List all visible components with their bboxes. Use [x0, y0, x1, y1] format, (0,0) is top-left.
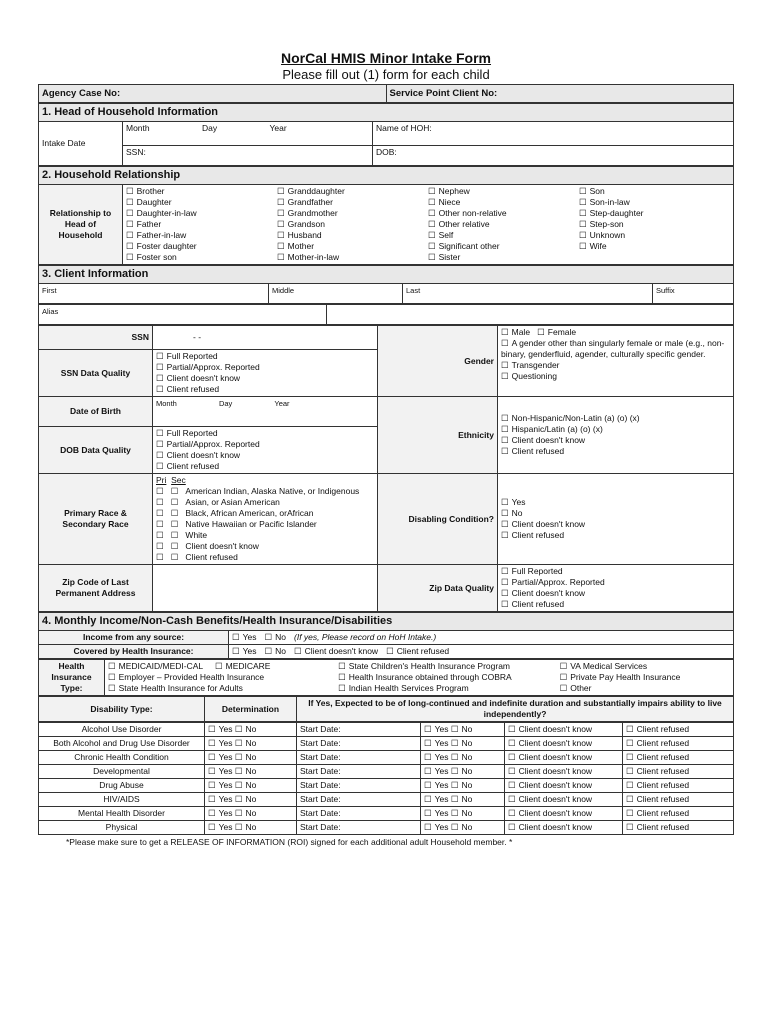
disability-row: [39, 765, 734, 779]
expected-dk: [505, 779, 623, 793]
form-subtitle: Please fill out (1) form for each child: [282, 67, 490, 82]
checkbox-option[interactable]: ☐ Client refused: [626, 752, 689, 762]
determination-options: [205, 793, 297, 807]
service-point-client-no[interactable]: Service Point Client No:: [386, 85, 734, 103]
health-col-1: [108, 661, 338, 694]
checkbox-option[interactable]: ☐ No: [451, 794, 473, 804]
checkbox-option[interactable]: ☐ Client doesn't know: [501, 588, 730, 599]
expected-dk: [505, 751, 623, 765]
checkbox-option[interactable]: ☐ Full Reported: [501, 566, 730, 577]
race-header: [156, 475, 374, 486]
race-label: Primary Race & Secondary Race: [39, 474, 153, 565]
checkbox-option[interactable]: ☐ Client doesn't know: [508, 822, 592, 832]
checkbox-option[interactable]: ☐ Yes: [208, 752, 233, 762]
checkbox-option[interactable]: ☐ Yes: [208, 766, 233, 776]
checkbox-option[interactable]: ☐ Step-son: [579, 219, 730, 230]
checkbox-option[interactable]: ☐ Private Pay Health Insurance: [560, 672, 730, 683]
expected-refused: [623, 765, 734, 779]
checkbox-option[interactable]: ☐ Yes: [208, 724, 233, 734]
first-name-field[interactable]: First: [39, 284, 269, 304]
checkbox-option[interactable]: ☐ Client refused: [501, 446, 730, 457]
checkbox-option[interactable]: ☐ No: [451, 724, 473, 734]
race-option[interactable]: ☐ ☐ American Indian, Alaska Native, or Indigenous: [156, 486, 360, 496]
checkbox-option[interactable]: ☐ VA Medical Services: [560, 661, 730, 672]
checkbox-option[interactable]: ☐ A gender other than singularly female or male (e.g., non-binary, genderfluid, agender, culturally specific gender.: [501, 338, 730, 360]
checkbox-option[interactable]: ☐ Mother: [277, 241, 428, 252]
start-date-field[interactable]: Start Date:: [297, 779, 421, 793]
checkbox-option[interactable]: ☐ Health Insurance obtained through COBRA: [338, 672, 560, 683]
expected-dk: [505, 737, 623, 751]
checkbox-option[interactable]: ☐ Client doesn't know: [508, 738, 592, 748]
disability-type: Chronic Health Condition: [39, 751, 205, 765]
checkbox-option[interactable]: ☐ Yes: [424, 724, 449, 734]
checkbox-option[interactable]: ☐ Client refused: [626, 794, 689, 804]
determination-header: Determination: [205, 697, 297, 722]
sec-label: Sec: [171, 475, 186, 485]
health-insurance-label: Health Insurance Type:: [39, 660, 105, 696]
checkbox-option[interactable]: ☐ No: [265, 646, 287, 656]
checkbox-option[interactable]: ☐ No: [235, 766, 257, 776]
checkbox-option[interactable]: ☐ Daughter-in-law: [126, 208, 277, 219]
determination-options: [205, 751, 297, 765]
expected-yes-no: [421, 751, 505, 765]
zip-quality-label: Zip Data Quality: [378, 565, 498, 612]
income-options: [229, 631, 734, 645]
determination-options: [205, 807, 297, 821]
checkbox-option[interactable]: ☐ Grandson: [277, 219, 428, 230]
expected-refused: [623, 723, 734, 737]
checkbox-option[interactable]: ☐ No: [235, 752, 257, 762]
expected-dk: [505, 765, 623, 779]
checkbox-option[interactable]: ☐ Male: [501, 327, 530, 337]
gender-label: Gender: [378, 326, 498, 397]
ssn-quality-options: [153, 350, 378, 397]
checkbox-option[interactable]: ☐ Sister: [428, 252, 579, 263]
checkbox-option[interactable]: ☐ Client doesn't know: [508, 752, 592, 762]
checkbox-option[interactable]: ☐ No: [265, 632, 287, 642]
race-option[interactable]: ☐ ☐ Asian, or Asian American: [156, 497, 280, 507]
day-label: Day: [202, 123, 218, 133]
checkbox-option[interactable]: ☐ No: [451, 808, 473, 818]
checkbox-option[interactable]: ☐ Husband: [277, 230, 428, 241]
checkbox-option[interactable]: ☐ MEDICAID/MEDI-CAL: [108, 661, 203, 671]
checkbox-option[interactable]: ☐ Hispanic/Latin (a) (o) (x): [501, 424, 730, 435]
checkbox-option[interactable]: ☐ Foster son: [126, 252, 277, 263]
disability-type-header: Disability Type:: [39, 697, 205, 722]
checkbox-option[interactable]: ☐ Client refused: [501, 530, 730, 541]
form-title: NorCal HMIS Minor Intake Form: [280, 50, 492, 66]
disability-type: Physical: [39, 821, 205, 835]
checkbox-option[interactable]: ☐ Yes: [208, 808, 233, 818]
determination-options: [205, 737, 297, 751]
race-option[interactable]: ☐ ☐ Client refused: [156, 552, 238, 562]
determination-options: [205, 723, 297, 737]
checkbox-option[interactable]: ☐ Son: [579, 186, 730, 197]
section-1-heading: 1. Head of Household Information: [39, 104, 734, 122]
checkbox-option[interactable]: ☐ Step-daughter: [579, 208, 730, 219]
race-option[interactable]: ☐ ☐ Native Hawaiian or Pacific Islander: [156, 519, 317, 529]
disability-row: [39, 779, 734, 793]
covered-options: [229, 645, 734, 659]
checkbox-option[interactable]: ☐ Client doesn't know: [501, 519, 730, 530]
expected-dk: [505, 793, 623, 807]
relationship-label: Relationship to Head of Household: [39, 185, 123, 265]
pri-label: Pri: [156, 475, 167, 485]
checkbox-option[interactable]: ☐ Client doesn't know: [508, 780, 592, 790]
disability-row: [39, 807, 734, 821]
checkbox-option[interactable]: ☐ Other: [560, 683, 730, 694]
expected-yes-no: [421, 779, 505, 793]
expected-dk: [505, 821, 623, 835]
checkbox-option[interactable]: ☐ Father-in-law: [126, 230, 277, 241]
checkbox-option[interactable]: ☐ Yes: [208, 738, 233, 748]
race-option[interactable]: ☐ ☐ Client doesn't know: [156, 541, 259, 551]
checkbox-option[interactable]: ☐ Significant other: [428, 241, 579, 252]
checkbox-option[interactable]: ☐ No: [451, 780, 473, 790]
expected-refused: [623, 779, 734, 793]
intake-date-label: Intake Date: [39, 122, 123, 166]
checkbox-option[interactable]: ☐ No: [235, 780, 257, 790]
checkbox-option[interactable]: ☐ Client refused: [156, 384, 374, 395]
dob-field[interactable]: [153, 397, 378, 427]
determination-options: [205, 821, 297, 835]
ssn-quality-label: SSN Data Quality: [39, 350, 153, 397]
checkbox-option[interactable]: ☐ State Children's Health Insurance Program: [338, 661, 560, 672]
checkbox-option[interactable]: ☐ Yes: [208, 780, 233, 790]
checkbox-option[interactable]: ☐ Yes: [424, 822, 449, 832]
checkbox-option[interactable]: ☐ Non-Hispanic/Non-Latin (a) (o) (x): [501, 413, 730, 424]
expected-yes-no: [421, 765, 505, 779]
determination-options: [205, 779, 297, 793]
checkbox-option[interactable]: ☐ Self: [428, 230, 579, 241]
checkbox-option[interactable]: ☐ Foster daughter: [126, 241, 277, 252]
checkbox-option[interactable]: ☐ Client doesn't know: [508, 794, 592, 804]
checkbox-option[interactable]: ☐ No: [501, 508, 730, 519]
section-1: [38, 103, 734, 166]
name-hoh-field[interactable]: Name of HOH:: [373, 122, 734, 146]
checkbox-option[interactable]: ☐ Client refused: [156, 461, 374, 472]
disabling-options: [498, 474, 734, 565]
checkbox-option[interactable]: ☐ MEDICARE: [215, 661, 271, 671]
checkbox-option[interactable]: ☐ Partial/Approx. Reported: [156, 362, 374, 373]
expected-refused: [623, 793, 734, 807]
section-3-heading: 3. Client Information: [39, 266, 734, 284]
gender-options: [498, 326, 734, 397]
zip-label: Zip Code of Last Permanent Address: [39, 565, 153, 612]
disability-type: Both Alcohol and Drug Use Disorder: [39, 737, 205, 751]
checkbox-option[interactable]: ☐ Daughter: [126, 197, 277, 208]
checkbox-option[interactable]: ☐ Yes: [208, 794, 233, 804]
checkbox-option[interactable]: ☐ Unknown: [579, 230, 730, 241]
relationship-col-2: [277, 186, 428, 263]
expected-yes-no: [421, 793, 505, 807]
expected-yes-no: [421, 723, 505, 737]
relationship-options: [123, 185, 734, 265]
checkbox-option[interactable]: ☐ No: [235, 738, 257, 748]
intake-date-field[interactable]: [123, 122, 373, 146]
checkbox-option[interactable]: ☐ Wife: [579, 241, 730, 252]
ethnicity-label: Ethnicity: [378, 397, 498, 474]
health-insurance-table: [38, 659, 734, 696]
section-2: [38, 166, 734, 265]
expected-yes-no: [421, 807, 505, 821]
checkbox-option[interactable]: ☐ Client doesn't know: [508, 808, 592, 818]
checkbox-option[interactable]: ☐ Client refused: [626, 766, 689, 776]
expected-header: If Yes, Expected to be of long-continued and indefinite duration and substantially impairs ability to live independently?: [297, 697, 734, 722]
checkbox-option[interactable]: ☐ Client refused: [626, 822, 689, 832]
checkbox-option[interactable]: ☐ Client doesn't know: [508, 766, 592, 776]
checkbox-option[interactable]: ☐ Transgender: [501, 360, 730, 371]
disability-row: [39, 821, 734, 835]
start-date-field[interactable]: Start Date:: [297, 737, 421, 751]
race-option[interactable]: ☐ ☐ Black, African American, orAfrican: [156, 508, 314, 518]
relationship-col-3: [428, 186, 579, 263]
form-table: [38, 84, 734, 103]
month-label: Month: [156, 399, 177, 408]
disability-rows: [38, 722, 734, 835]
alias-field[interactable]: Alias: [39, 305, 327, 325]
section-2-heading: 2. Household Relationship: [39, 167, 734, 185]
determination-options: [205, 765, 297, 779]
agency-case-no[interactable]: Agency Case No:: [39, 85, 387, 103]
disability-row: [39, 737, 734, 751]
checkbox-option[interactable]: ☐ Client refused: [386, 646, 449, 656]
hoh-dob-field[interactable]: DOB:: [373, 146, 734, 166]
checkbox-option[interactable]: ☐ Partial/Approx. Reported: [501, 577, 730, 588]
checkbox-option[interactable]: ☐ No: [451, 822, 473, 832]
checkbox-option[interactable]: ☐ Brother: [126, 186, 277, 197]
checkbox-option[interactable]: ☐ Indian Health Services Program: [338, 683, 560, 694]
checkbox-option[interactable]: ☐ No: [451, 752, 473, 762]
intake-form: [38, 50, 734, 847]
disability-type: HIV/AIDS: [39, 793, 205, 807]
checkbox-option[interactable]: ☐ Yes: [424, 738, 449, 748]
expected-refused: [623, 807, 734, 821]
disability-row: [39, 723, 734, 737]
covered-label: Covered by Health Insurance:: [39, 645, 229, 659]
income-note: (If yes, Please record on HoH Intake.): [294, 632, 437, 642]
checkbox-option[interactable]: ☐ Full Reported: [156, 428, 374, 439]
start-date-field[interactable]: Start Date:: [297, 723, 421, 737]
checkbox-option[interactable]: ☐ Client refused: [626, 738, 689, 748]
start-date-field[interactable]: Start Date:: [297, 765, 421, 779]
disability-type: Developmental: [39, 765, 205, 779]
checkbox-option[interactable]: ☐ Client doesn't know: [156, 450, 374, 461]
checkbox-option[interactable]: ☐ Full Reported: [156, 351, 374, 362]
health-col-3: [560, 661, 730, 694]
ssn-label: SSN: [39, 326, 153, 350]
disability-table: [38, 696, 734, 722]
last-name-field[interactable]: Last: [403, 284, 653, 304]
checkbox-option[interactable]: ☐ No: [235, 794, 257, 804]
roi-footer-note: *Please make sure to get a RELEASE OF INFORMATION (ROI) signed for each additional adult Household member. *: [66, 837, 513, 847]
alias-extra-field[interactable]: [327, 305, 734, 325]
checkbox-option[interactable]: ☐ No: [235, 808, 257, 818]
checkbox-option[interactable]: ☐ Yes: [232, 632, 257, 642]
hoh-ssn-field[interactable]: SSN:: [123, 146, 373, 166]
disability-type: Drug Abuse: [39, 779, 205, 793]
expected-dk: [505, 723, 623, 737]
year-label: Year: [274, 399, 290, 408]
income-label: Income from any source:: [39, 631, 229, 645]
checkbox-option[interactable]: ☐ Mother-in-law: [277, 252, 428, 263]
checkbox-option[interactable]: ☐ Yes: [424, 780, 449, 790]
expected-yes-no: [421, 737, 505, 751]
checkbox-option[interactable]: ☐ Client doesn't know: [508, 724, 592, 734]
checkbox-option[interactable]: ☐ Client refused: [626, 724, 689, 734]
checkbox-option[interactable]: ☐ Partial/Approx. Reported: [156, 439, 374, 450]
checkbox-option[interactable]: ☐ No: [235, 724, 257, 734]
ethnicity-options: [498, 397, 734, 474]
health-row-1: [108, 661, 338, 672]
checkbox-option[interactable]: ☐ Client doesn't know: [156, 373, 374, 384]
checkbox-option[interactable]: ☐ Client doesn't know: [294, 646, 378, 656]
checkbox-option[interactable]: ☐ Father: [126, 219, 277, 230]
checkbox-option[interactable]: ☐ Other relative: [428, 219, 579, 230]
relationship-col-4: [579, 186, 730, 263]
checkbox-option[interactable]: ☐ Other non-relative: [428, 208, 579, 219]
checkbox-option[interactable]: ☐ Employer – Provided Health Insurance: [108, 672, 338, 683]
dob-label: Date of Birth: [39, 397, 153, 427]
disability-type: Mental Health Disorder: [39, 807, 205, 821]
checkbox-option[interactable]: ☐ Son-in-law: [579, 197, 730, 208]
zip-field[interactable]: [153, 565, 378, 612]
section-3: [38, 265, 734, 304]
checkbox-option[interactable]: ☐ Yes: [424, 766, 449, 776]
relationship-col-1: [126, 186, 277, 263]
suffix-field[interactable]: Suffix: [653, 284, 734, 304]
checkbox-option[interactable]: ☐ Client refused: [501, 599, 730, 610]
disability-row: [39, 751, 734, 765]
checkbox-option[interactable]: ☐ State Health Insurance for Adults: [108, 683, 338, 694]
start-date-field[interactable]: Start Date:: [297, 793, 421, 807]
checkbox-option[interactable]: ☐ No: [451, 738, 473, 748]
section-4: [38, 612, 734, 659]
health-col-2: [338, 661, 560, 694]
checkbox-option[interactable]: ☐ Client doesn't know: [501, 435, 730, 446]
expected-yes-no: [421, 821, 505, 835]
checkbox-option[interactable]: ☐ Nephew: [428, 186, 579, 197]
month-label: Month: [126, 123, 150, 133]
dob-quality-label: DOB Data Quality: [39, 427, 153, 474]
checkbox-option[interactable]: ☐ Questioning: [501, 371, 730, 382]
checkbox-option[interactable]: ☐ Client refused: [626, 780, 689, 790]
disabling-label: Disabling Condition?: [378, 474, 498, 565]
alias-table: [38, 304, 734, 325]
checkbox-option[interactable]: ☐ Yes: [208, 822, 233, 832]
checkbox-option[interactable]: ☐ Yes: [424, 794, 449, 804]
expected-refused: [623, 821, 734, 835]
checkbox-option[interactable]: ☐ No: [451, 766, 473, 776]
client-details-table: [38, 325, 734, 612]
race-option[interactable]: ☐ ☐ White: [156, 530, 208, 540]
expected-refused: [623, 751, 734, 765]
ssn-field[interactable]: - -: [153, 326, 378, 350]
checkbox-option[interactable]: ☐ Client refused: [626, 808, 689, 818]
checkbox-option[interactable]: ☐ Grandfather: [277, 197, 428, 208]
gender-row-1: [501, 327, 730, 338]
checkbox-option[interactable]: ☐ Niece: [428, 197, 579, 208]
zip-quality-options: [498, 565, 734, 612]
checkbox-option[interactable]: ☐ Yes: [232, 646, 257, 656]
checkbox-option[interactable]: ☐ Female: [537, 327, 576, 337]
health-insurance-options: [105, 660, 734, 696]
start-date-field[interactable]: Start Date:: [297, 807, 421, 821]
section-4-heading: 4. Monthly Income/Non-Cash Benefits/Health Insurance/Disabilities: [39, 613, 734, 631]
day-label: Day: [218, 399, 233, 408]
start-date-field[interactable]: Start Date:: [297, 751, 421, 765]
checkbox-option[interactable]: ☐ Granddaughter: [277, 186, 428, 197]
disability-row: [39, 793, 734, 807]
race-options: [153, 474, 378, 565]
start-date-field[interactable]: Start Date:: [297, 821, 421, 835]
checkbox-option[interactable]: ☐ Yes: [424, 752, 449, 762]
checkbox-option[interactable]: ☐ No: [235, 822, 257, 832]
checkbox-option[interactable]: ☐ Yes: [424, 808, 449, 818]
expected-dk: [505, 807, 623, 821]
year-label: Year: [269, 123, 287, 133]
expected-refused: [623, 737, 734, 751]
checkbox-option[interactable]: ☐ Yes: [501, 497, 730, 508]
disability-type: Alcohol Use Disorder: [39, 723, 205, 737]
checkbox-option[interactable]: ☐ Grandmother: [277, 208, 428, 219]
middle-name-field[interactable]: Middle: [269, 284, 403, 304]
dob-quality-options: [153, 427, 378, 474]
